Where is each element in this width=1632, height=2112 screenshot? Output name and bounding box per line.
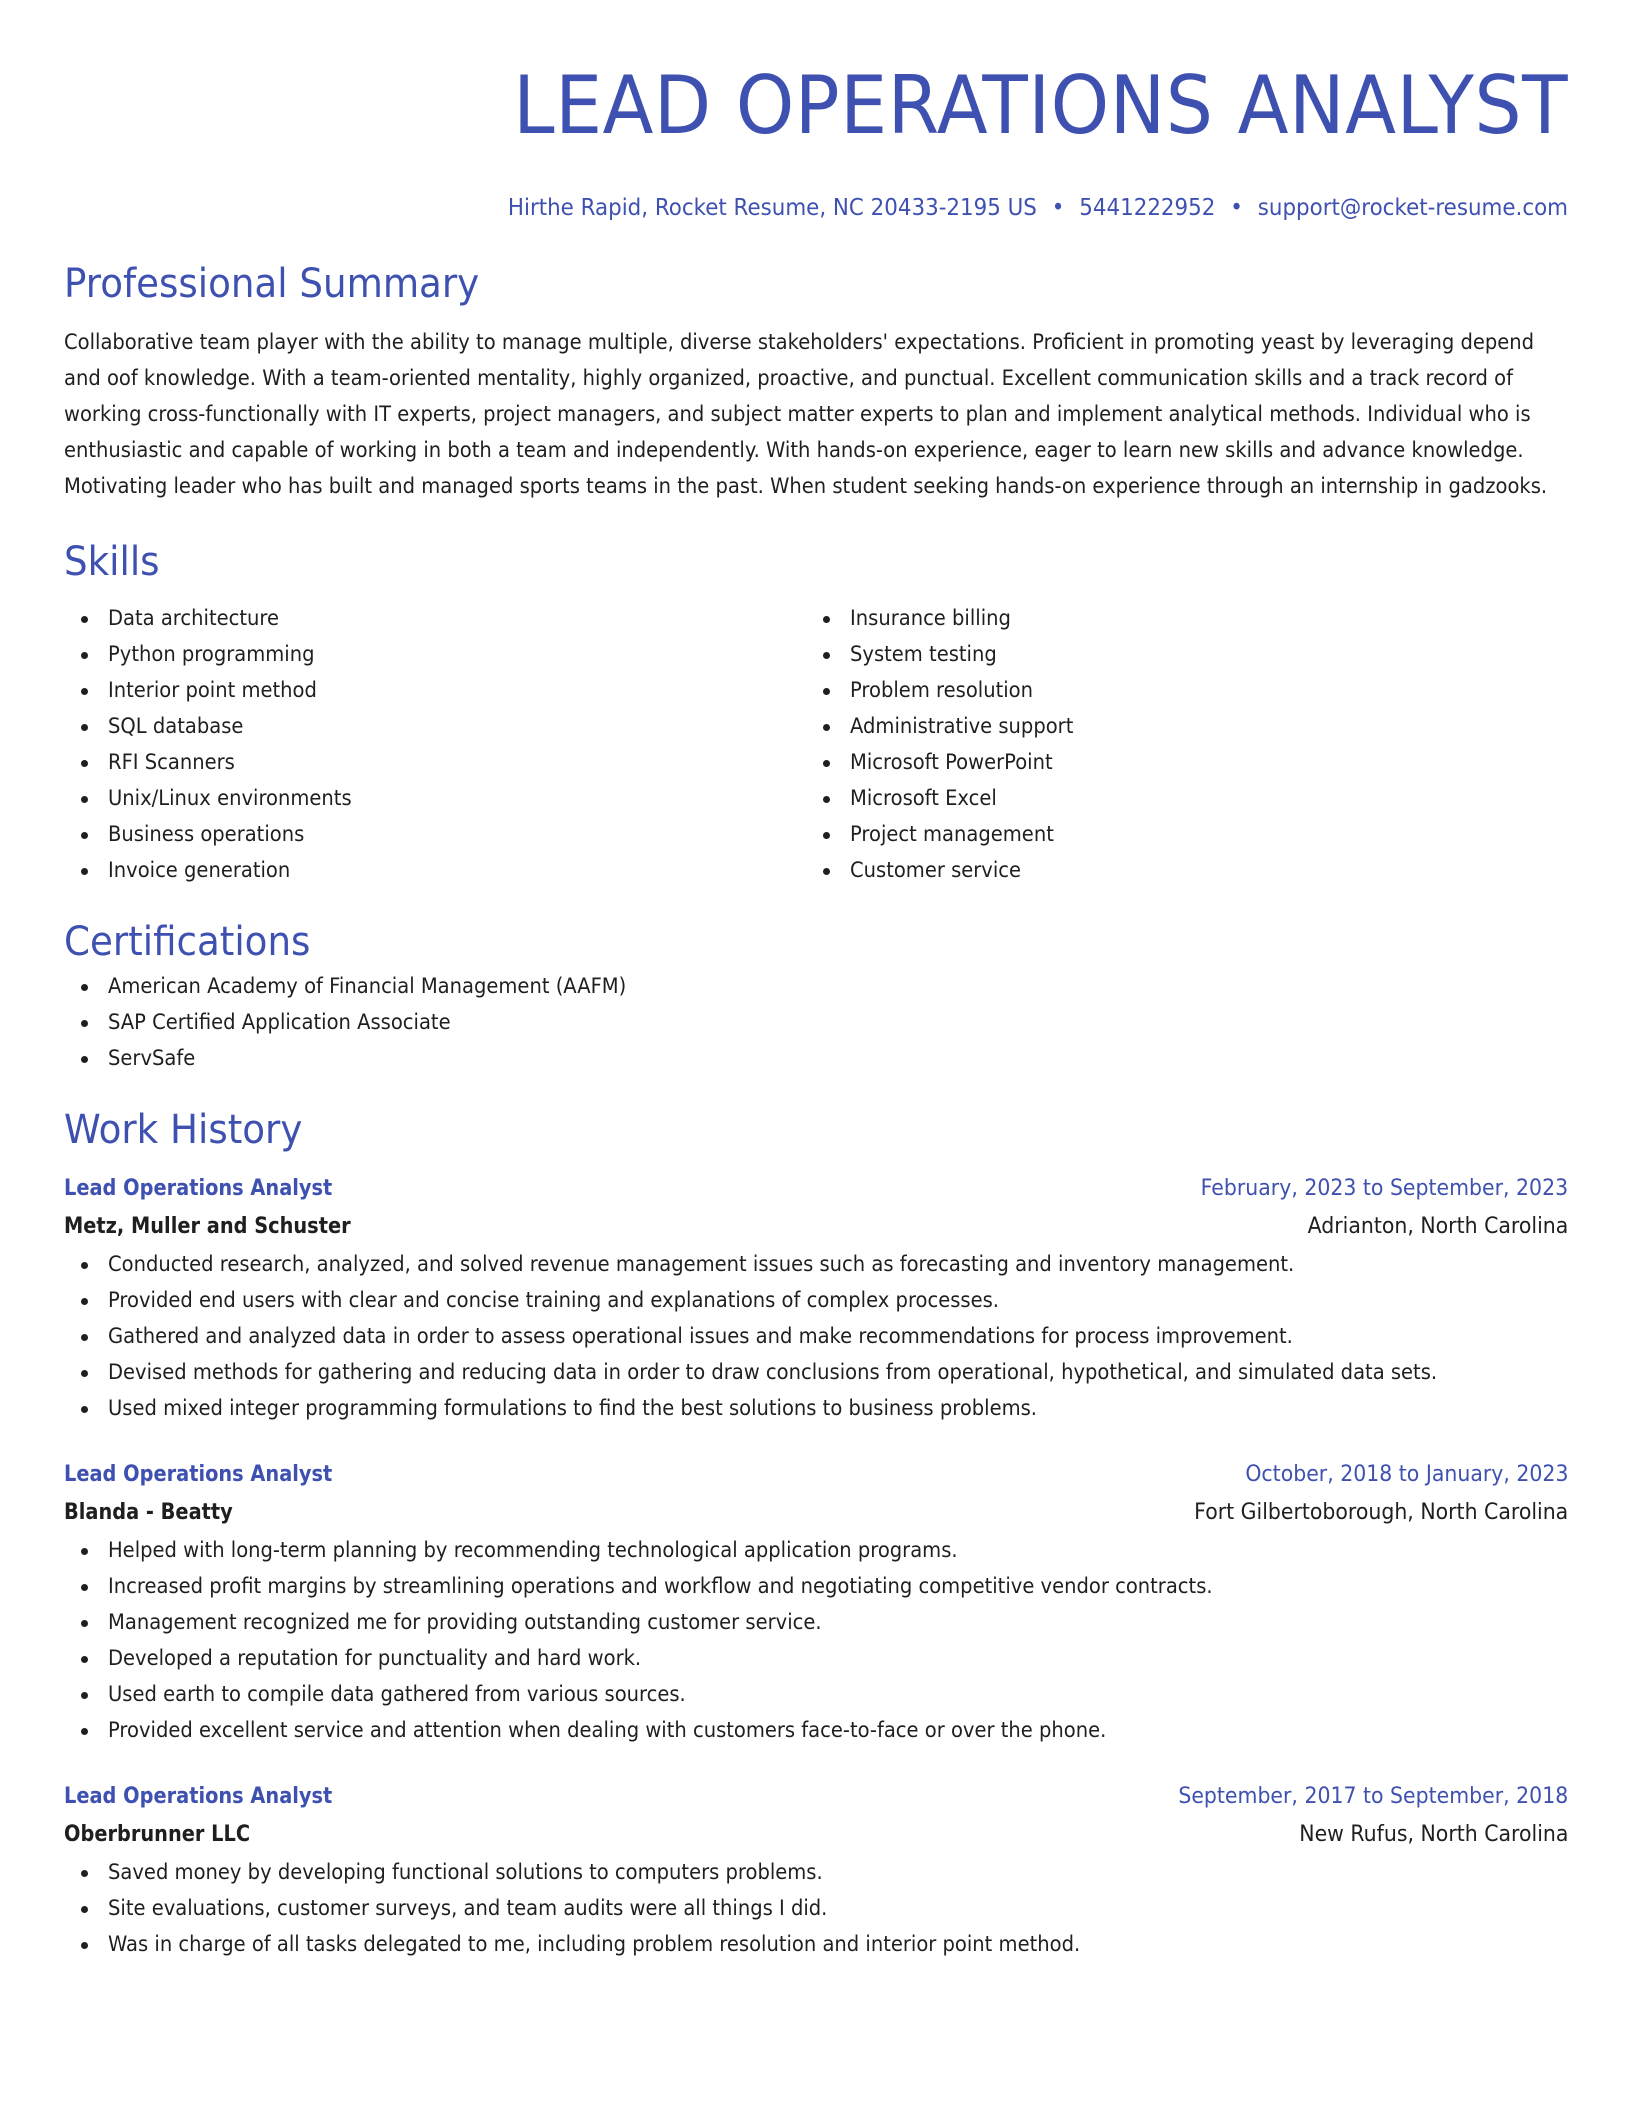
skill-item: Microsoft Excel xyxy=(806,780,1548,816)
skill-item: Customer service xyxy=(806,852,1548,888)
job-header-row xyxy=(64,1456,1568,1494)
skills-column-right xyxy=(806,600,1548,888)
job-header-row xyxy=(64,1170,1568,1208)
skill-item: Python programming xyxy=(64,636,806,672)
skill-item: Administrative support xyxy=(806,708,1548,744)
job-bullet: Devised methods for gathering and reducing data in order to draw conclusions from operational, hypothetical, and simulated data sets. xyxy=(64,1354,1568,1390)
job-bullet: Helped with long-term planning by recommending technological application programs. xyxy=(64,1532,1568,1568)
job-title: Lead Operations Analyst xyxy=(64,1784,333,1809)
summary-heading: Professional Summary xyxy=(64,261,480,307)
skill-item: Invoice generation xyxy=(64,852,806,888)
job-bullet: Provided excellent service and attention when dealing with customers face-to-face or over the phone. xyxy=(64,1712,1568,1748)
skill-item: System testing xyxy=(806,636,1548,672)
certification-item: American Academy of Financial Management (AAFM) xyxy=(64,968,1568,1004)
contact-address: Hirthe Rapid, Rocket Resume, NC 20433-2195 US xyxy=(507,195,1037,221)
job-title: Lead Operations Analyst xyxy=(64,1462,333,1487)
contact-separator: • xyxy=(1051,195,1065,221)
job-header-row xyxy=(64,1778,1568,1816)
job-bullet-list xyxy=(64,1532,1568,1748)
job-dates: September, 2017 to September, 2018 xyxy=(1178,1784,1568,1809)
skills-list xyxy=(64,600,1568,888)
skill-item: Unix/Linux environments xyxy=(64,780,806,816)
job-location: Fort Gilbertoborough, North Carolina xyxy=(1193,1500,1568,1525)
job-company-row xyxy=(64,1816,1568,1854)
job-company-row xyxy=(64,1494,1568,1532)
certification-item: SAP Certified Application Associate xyxy=(64,1004,1568,1040)
job-bullet: Conducted research, analyzed, and solved revenue management issues such as forecasting and inventory management. xyxy=(64,1246,1568,1282)
job-bullet: Provided end users with clear and concise training and explanations of complex processes. xyxy=(64,1282,1568,1318)
job-bullet-list xyxy=(64,1246,1568,1426)
job-bullet: Increased profit margins by streamlining operations and workflow and negotiating competitive vendor contracts. xyxy=(64,1568,1568,1604)
contact-phone: 5441222952 xyxy=(1079,195,1216,221)
skills-column-left xyxy=(64,600,806,888)
certifications-list xyxy=(64,968,1568,1076)
resume-title: LEAD OPERATIONS ANALYST xyxy=(513,59,1568,152)
contact-email[interactable]: support@rocket-resume.com xyxy=(1257,195,1568,221)
job-dates: February, 2023 to September, 2023 xyxy=(1200,1176,1568,1201)
skill-item: RFI Scanners xyxy=(64,744,806,780)
job-dates: October, 2018 to January, 2023 xyxy=(1244,1462,1568,1487)
job-title: Lead Operations Analyst xyxy=(64,1176,333,1201)
job-bullet: Gathered and analyzed data in order to assess operational issues and make recommendations for process improvement. xyxy=(64,1318,1568,1354)
job-bullet: Site evaluations, customer surveys, and team audits were all things I did. xyxy=(64,1890,1568,1926)
job-bullet: Management recognized me for providing outstanding customer service. xyxy=(64,1604,1568,1640)
job-entry xyxy=(64,1170,1568,1426)
summary-text: Collaborative team player with the ability to manage multiple, diverse stakeholders' expectations. Proficient in promoting yeast by leveraging depend and oof knowledge. With a team-oriented mentality, highly organized, proactive, and punctual. Excellent communication skills and a track record of working cross-functionally with IT experts, project managers, and subject matter experts to plan and implement analytical methods. Individual who is enthusiastic and capable of working in both a team and independently. With hands-on experience, eager to learn new skills and advance knowledge. Motivating leader who has built and managed sports teams in the past. When student seeking hands-on experience through an internship in gadzooks. xyxy=(64,330,1548,498)
job-bullet-list xyxy=(64,1854,1568,1962)
skill-item: Project management xyxy=(806,816,1548,852)
job-company: Blanda - Beatty xyxy=(64,1500,233,1525)
certification-item: ServSafe xyxy=(64,1040,1568,1076)
job-company-row xyxy=(64,1208,1568,1246)
skill-item: SQL database xyxy=(64,708,806,744)
contact-line xyxy=(169,192,1568,224)
job-bullet: Used mixed integer programming formulations to find the best solutions to business problems. xyxy=(64,1390,1568,1426)
contact-separator: • xyxy=(1230,195,1243,221)
job-company: Oberbrunner LLC xyxy=(64,1822,251,1847)
job-bullet: Was in charge of all tasks delegated to me, including problem resolution and interior point method. xyxy=(64,1926,1568,1962)
skill-item: Interior point method xyxy=(64,672,806,708)
job-company: Metz, Muller and Schuster xyxy=(64,1214,351,1239)
skill-item: Insurance billing xyxy=(806,600,1548,636)
work-history-heading: Work History xyxy=(64,1107,303,1153)
skill-item: Problem resolution xyxy=(806,672,1548,708)
job-bullet: Saved money by developing functional solutions to computers problems. xyxy=(64,1854,1568,1890)
job-entry xyxy=(64,1778,1568,1962)
skill-item: Data architecture xyxy=(64,600,806,636)
certifications-heading: Certifications xyxy=(64,919,311,965)
skill-item: Microsoft PowerPoint xyxy=(806,744,1548,780)
job-entry xyxy=(64,1456,1568,1748)
skills-heading: Skills xyxy=(64,539,160,585)
resume-page xyxy=(64,0,1568,1962)
skill-item: Business operations xyxy=(64,816,806,852)
job-bullet: Developed a reputation for punctuality and hard work. xyxy=(64,1640,1568,1676)
job-location: New Rufus, North Carolina xyxy=(1298,1822,1568,1847)
job-bullet: Used earth to compile data gathered from various sources. xyxy=(64,1676,1568,1712)
job-location: Adrianton, North Carolina xyxy=(1307,1214,1568,1239)
